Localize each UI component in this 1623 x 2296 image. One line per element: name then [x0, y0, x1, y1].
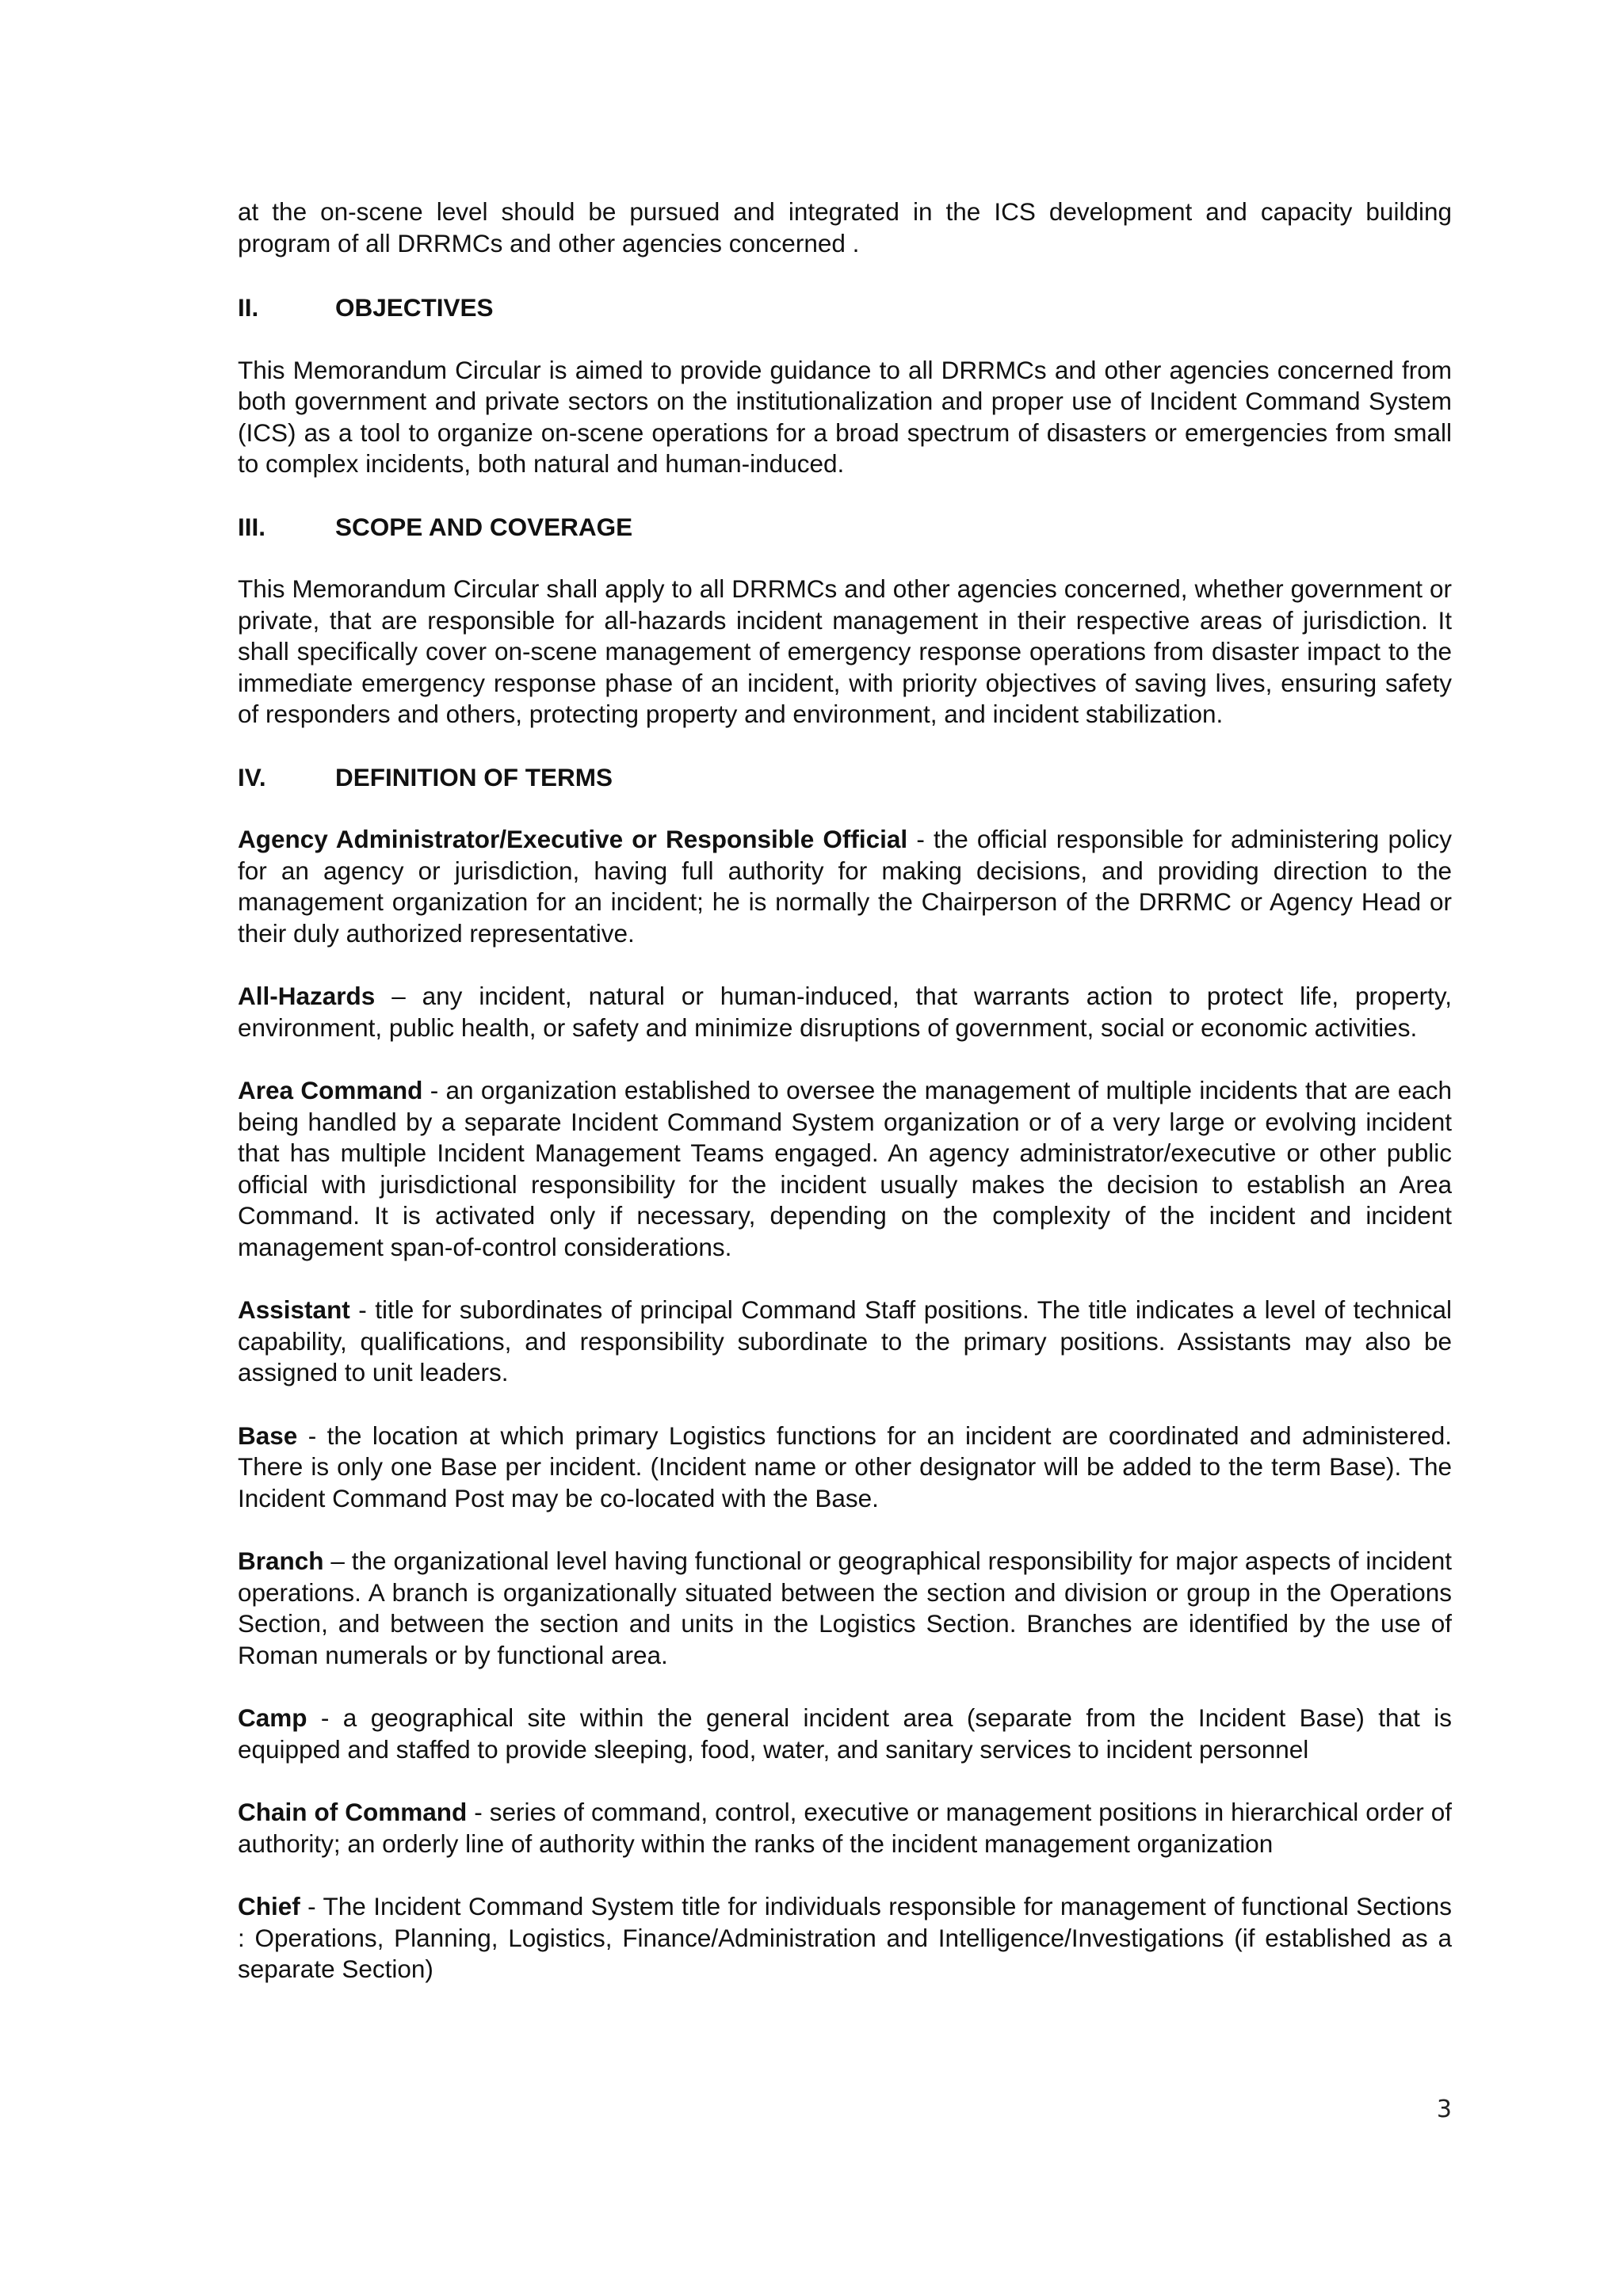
section-heading [238, 762, 1452, 794]
definition-entry [238, 1295, 1452, 1389]
section-definitions [238, 762, 1452, 1985]
term-name: Camp [238, 1703, 307, 1732]
term-definition: - title for subordinates of principal Command Staff positions. The title indicates a level of technical capability, qualifications, and responsibility subordinate to the primary positions. Assistants may also be assigned to unit leaders. [238, 1295, 1452, 1386]
definition-entry [238, 1891, 1452, 1985]
page-number: 3 [1436, 2096, 1452, 2123]
document-page [238, 196, 1452, 2017]
term-definition: - a geographical site within the general incident area (separate from the Incident Base) that is equipped and staffed to provide sleeping, food, water, and sanitary services to incident personnel [238, 1703, 1452, 1764]
definition-entry [238, 1797, 1452, 1859]
section-body: This Memorandum Circular is aimed to provide guidance to all DRRMCs and other agencies concerned from both government and private sectors on the institutionalization and proper use of Incident Command System (ICS) as a tool to organize on-scene operations for a broad spectrum of disasters or emergencies from small to complex incidents, both natural and human-induced. [238, 355, 1452, 478]
section-objectives [238, 292, 1452, 480]
term-definition: - the location at which primary Logistics functions for an incident are coordinated and administered. There is only one Base per incident. (Incident name or other designator will be added to the term Base). The Incident Command Post may be co-located with the Base. [238, 1421, 1452, 1512]
term-definition: - the official responsible for administering policy for an agency or jurisdiction, having full authority for making decisions, and providing direction to the management organization for an incident; he is normally the Chairperson of the DRRMC or Agency Head or their duly authorized representative. [238, 825, 1452, 948]
term-definition: – the organizational level having functional or geographical responsibility for major aspects of incident operations. A branch is organizationally situated between the section and division or group in the Operations Section, and between the section and units in the Logistics Section. Branches are identified by the use of Roman numerals or by functional area. [238, 1547, 1452, 1669]
definition-entry [238, 981, 1452, 1043]
section-number: III. [238, 512, 266, 541]
section-title: OBJECTIVES [335, 293, 494, 322]
section-title: DEFINITION OF TERMS [335, 762, 613, 791]
term-name: Area Command [238, 1076, 423, 1104]
term-name: All-Hazards [238, 982, 376, 1010]
term-definition: – any incident, natural or human-induced, that warrants action to protect life, property, environment, public health, or safety and minimize disruptions of government, social or economic activities. [238, 982, 1452, 1042]
definition-entry [238, 1075, 1452, 1263]
term-definition: - series of command, control, executive or management positions in hierarchical order of authority; an orderly line of authority within the ranks of the incident management organization [238, 1798, 1453, 1858]
section-heading [238, 512, 1452, 543]
section-title: SCOPE AND COVERAGE [335, 512, 633, 541]
term-name: Branch [238, 1547, 324, 1575]
section-number: IV. [238, 762, 266, 791]
term-name: Chief [238, 1892, 300, 1920]
term-definition: - an organization established to oversee the management of multiple incidents that are each being handled by a separate Incident Command System organization or of a very large or evolving incident that has multiple Incident Management Teams engaged. An agency administrator/executive or other public official with jurisdictional responsibility for the incident usually makes the decision to establish an Area Command. It is activated only if necessary, depending on the complexity of the incident and incident management span-of-control considerations. [238, 1076, 1453, 1261]
term-name: Chain of Command [238, 1798, 468, 1826]
term-name: Base [238, 1421, 298, 1450]
term-name: Assistant [238, 1295, 350, 1324]
section-number: II. [238, 293, 259, 322]
section-heading [238, 292, 1452, 324]
definition-entry [238, 1703, 1452, 1765]
definition-entry [238, 1546, 1452, 1671]
section-body: This Memorandum Circular shall apply to all DRRMCs and other agencies concerned, whether government or private, that are responsible for all-hazards incident management in their respective areas of jurisdiction. It shall specifically cover on-scene management of emergency response operations from disaster impact to the immediate emergency response phase of an incident, with priority objectives of saving lives, ensuring safety of responders and others, protecting property and environment, and incident stabilization. [238, 574, 1452, 728]
section-scope [238, 512, 1452, 730]
intro-paragraph: at the on-scene level should be pursued and integrated in the ICS development and capacity building program of all DRRMCs and other agencies concerned . [238, 197, 1452, 257]
term-definition: - The Incident Command System title for individuals responsible for management of functional Sections : Operations, Planning, Logistics, Finance/Administration and Intelligence/Investigations (if established as a separate Section) [238, 1892, 1452, 1983]
definition-entry [238, 1421, 1452, 1515]
definition-entry [238, 824, 1452, 949]
term-name: Agency Administrator/Executive or Responsible Official [238, 825, 908, 853]
